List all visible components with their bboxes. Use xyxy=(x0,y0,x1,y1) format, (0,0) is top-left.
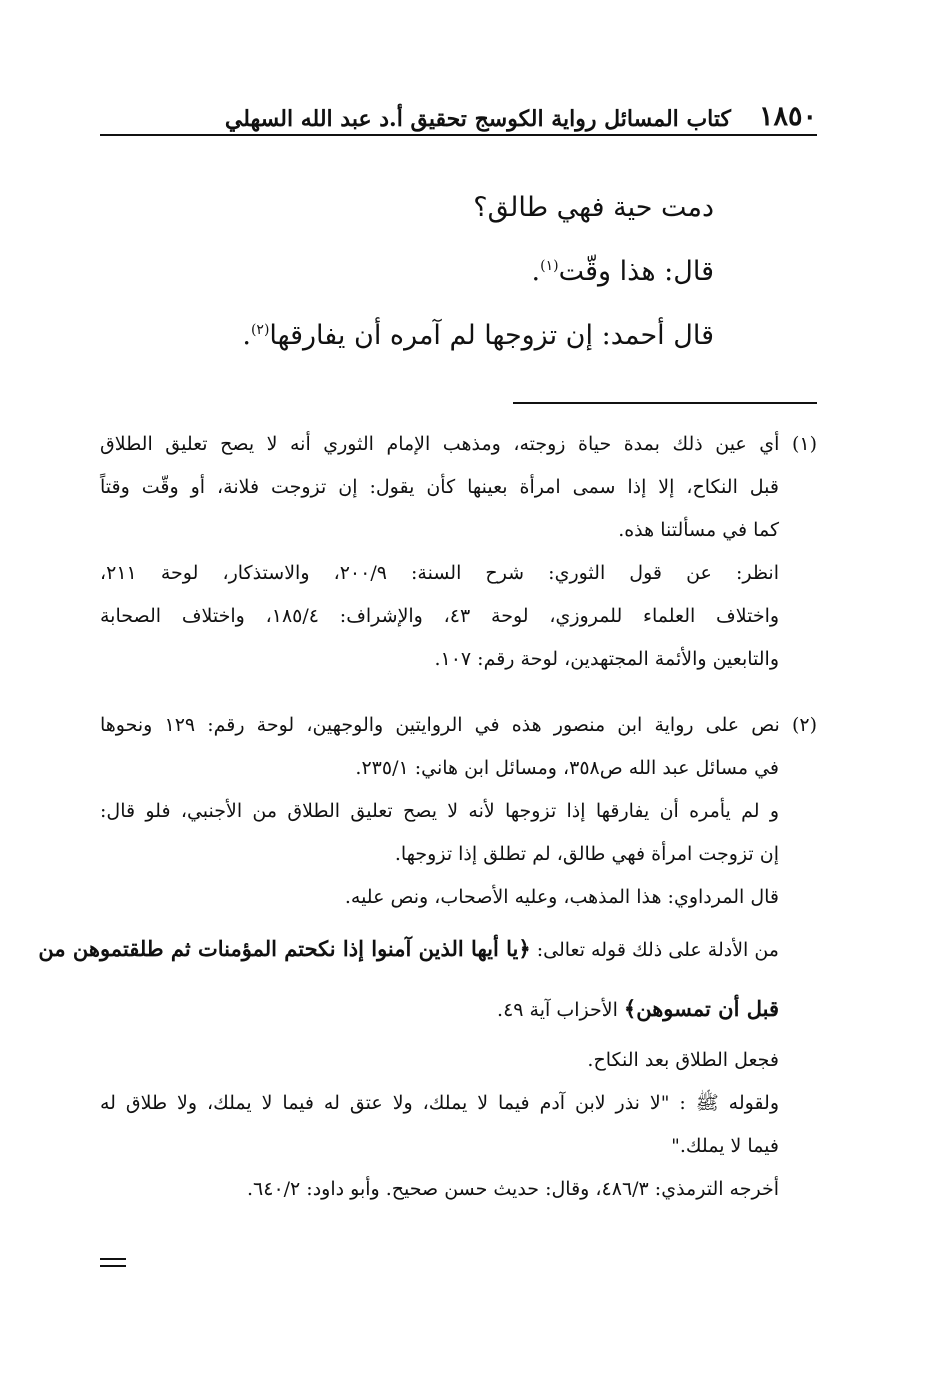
footnote-1-line: قبل النكاح، إلا إذا سمى امرأة بعينها كأن يقول: إن تزوجت فلانة، أو وقّت وقتاً xyxy=(100,476,779,498)
main-line-2-text: قال: هذا وقّت xyxy=(558,256,714,287)
continuation-bar xyxy=(100,1258,126,1260)
evidence-line-1 xyxy=(38,919,817,979)
quran-verse-part-2: قبل أن تمسوهن﴾ xyxy=(623,996,779,1021)
continuation-mark xyxy=(100,1258,126,1270)
footnote-1-line: انظر: عن قول الثوري: شرح السنة: ٢٠٠/٩، والاستذكار، لوحة ٢١١، xyxy=(100,562,779,584)
page-number: ١٨٥٠ xyxy=(758,101,817,132)
footnote-ref-1[interactable]: (١) xyxy=(540,258,559,274)
running-title: كتاب المسائل رواية الكوسج تحقيق أ.د عبد الله السهلي xyxy=(224,106,731,132)
main-line-3 xyxy=(100,304,714,368)
footnote-2 xyxy=(38,704,817,1211)
main-line-3-end: . xyxy=(242,320,251,351)
footnote-1-line: واختلاف العلماء للمروزي، لوحة ٤٣، والإشراف: ١٨٥/٤، واختلاف الصحابة xyxy=(100,605,780,627)
footnote-2-line: و لم يأمره أن يفارقها إذا تزوجها لأنه لا يصح تعليق الطلاق من الأجنبي، فلو قال: xyxy=(100,800,779,822)
footnote-2-line: في مسائل عبد الله ص٣٥٨، ومسائل ابن هاني: ٢٣٥/١. xyxy=(355,757,779,779)
footnote-1-line: والتابعين والأئمة المجتهدين، لوحة رقم: ١٠٧. xyxy=(434,648,779,670)
page-header xyxy=(100,92,817,132)
header-rule xyxy=(100,134,817,136)
footnote-2-line: إن تزوجت امرأة فهي طالق، لم تطلق إذا تزوجها. xyxy=(394,843,779,865)
footnote-2-line: أخرجه الترمذي: ٤٨٦/٣، وقال: حديث حسن صحيح. وأبو داود: ٦٤٠/٢. xyxy=(246,1178,779,1200)
footnote-2-line: فجعل الطلاق بعد النكاح. xyxy=(587,1049,779,1071)
footnote-2-line: قال المرداوي: هذا المذهب، وعليه الأصحاب، ونص عليه. xyxy=(344,886,779,908)
footnote-1-line: كما في مسألتنا هذه. xyxy=(618,519,779,541)
quran-verse-part-1: ﴿يا أيها الذين آمنوا إذا نكحتم المؤمنات ثم طلقتموهن من xyxy=(38,936,531,961)
main-line-2 xyxy=(100,240,714,304)
footnote-ref-2[interactable]: (٢) xyxy=(250,322,270,338)
main-line-3-text: قال أحمد: إن تزوجها لم آمره أن يفارقها xyxy=(269,320,714,351)
verse-reference: الأحزاب آية ٤٩. xyxy=(497,999,624,1021)
evidence-intro: من الأدلة على ذلك قوله تعالى: xyxy=(530,939,779,961)
footnote-2-line: فيما لا يملك." xyxy=(671,1135,779,1157)
footnote-separator xyxy=(513,402,817,404)
footnote-2-line: (٢) نص على رواية ابن منصور هذه في الروايتين والوجهين، لوحة رقم: ١٢٩ ونحوها xyxy=(100,714,817,736)
footnote-1-line: (١) أي عين ذلك بمدة حياة زوجته، ومذهب الإمام الثوري أنه لا يصح تعليق الطلاق xyxy=(100,433,817,455)
main-text xyxy=(100,176,714,368)
main-line-1: دمت حية فهي طالق؟ xyxy=(473,192,714,223)
footnote-2-line: ولقوله ﷺ : "لا نذر لابن آدم فيما لا يملك، ولا عتق له فيما لا يملك، ولا طلاق له xyxy=(100,1092,779,1114)
footnote-1 xyxy=(100,423,817,681)
main-line-2-end: . xyxy=(531,256,541,287)
continuation-bar xyxy=(100,1265,126,1267)
evidence-line-2 xyxy=(100,979,817,1039)
